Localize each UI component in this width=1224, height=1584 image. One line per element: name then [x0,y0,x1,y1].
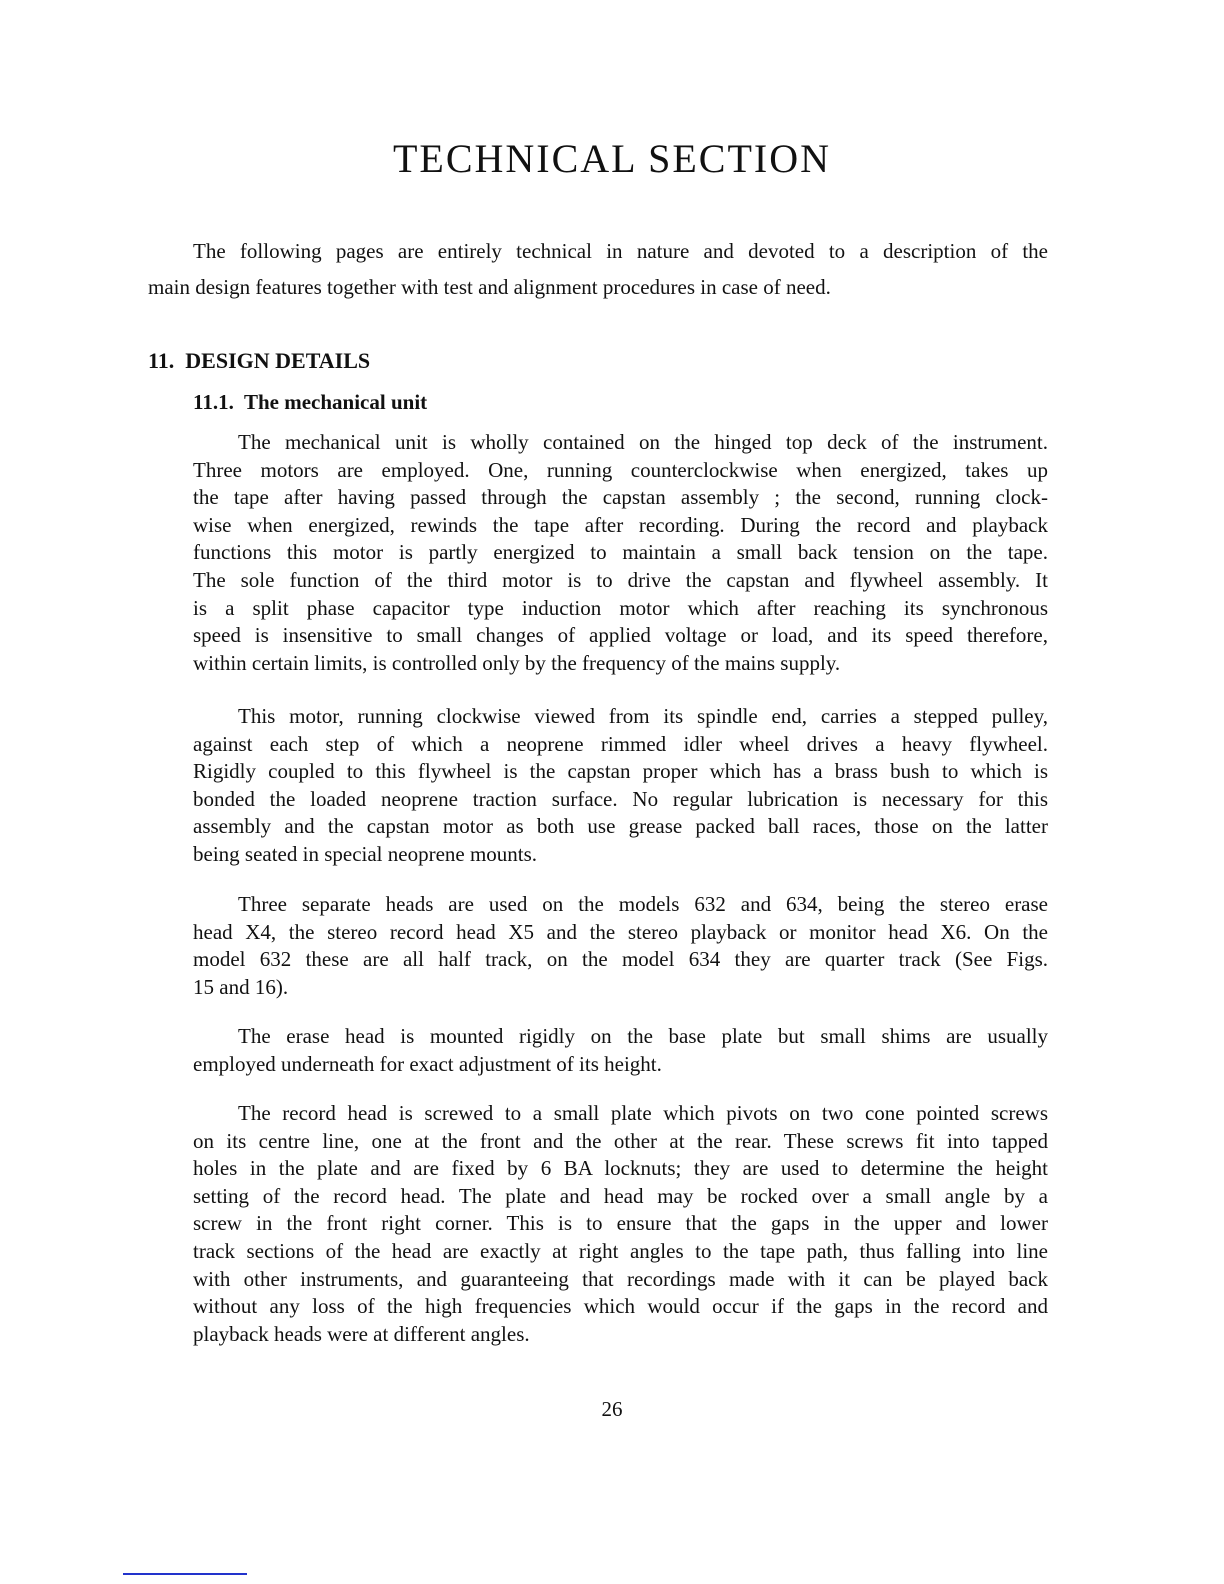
subsection-title: The mechanical unit [243,390,428,414]
section-number: 11. [148,348,175,373]
text-line: head X4, the stereo record head X5 and the stereo playback or monitor head X6. On the [193,919,1048,944]
text-line: against each step of which a neoprene rimmed idler wheel drives a heavy flywheel. [193,731,1048,756]
text-line: Three motors are employed. One, running counterclockwise when energized, takes up [193,457,1048,482]
text-line: being seated in special neoprene mounts. [193,841,538,866]
footnote-rule [123,1573,247,1575]
text-line: assembly and the capstan motor as both use grease packed ball races, those on the latter [193,814,1048,839]
text-line: The sole function of the third motor is to drive the capstan and flywheel assembly. It [193,567,1048,592]
page-number: 26 [601,1397,623,1421]
subsection-heading [193,390,427,415]
text-line: functions this motor is partly energized to maintain a small back tension on the tape. [193,540,1048,565]
text-line: The record head is screwed to a small plate which pivots on two cone pointed screws [238,1101,1048,1125]
text-line: without any loss of the high frequencies which would occur if the gaps in the record and [193,1294,1048,1319]
text-line: employed underneath for exact adjustment of its height. [193,1051,662,1076]
text-line: bonded the loaded neoprene traction surface. No regular lubrication is necessary for this [193,786,1048,811]
body-paragraph [193,891,1048,1001]
text-line: the tape after having passed through the capstan assembly ; the second, running clock- [193,485,1048,510]
text-line: The following pages are entirely technical in nature and devoted to a description of the [193,239,1048,263]
text-line: on its centre line, one at the front and the other at the rear. These screws fit into tapped [193,1128,1048,1153]
text-line: main design features together with test and alignment procedures in case of need. [148,275,831,299]
body-paragraph [193,703,1048,869]
page-title: TECHNICAL SECTION [392,136,832,181]
body-paragraph [193,1023,1048,1078]
text-line: 15 and 16). [193,974,289,999]
text-line: within certain limits, is controlled only by the frequency of the mains supply. [193,650,841,675]
text-line: with other instruments, and guaranteeing that recordings made with it can be played back [193,1266,1048,1291]
section-title: DESIGN DETAILS [185,348,371,373]
text-line: Three separate heads are used on the models 632 and 634, being the stereo erase [238,892,1048,916]
section-heading [148,348,370,374]
body-paragraph [193,429,1048,677]
text-line: wise when energized, rewinds the tape after recording. During the record and playback [193,512,1048,537]
text-line: model 632 these are all half track, on the model 634 they are quarter track (See Figs. [193,947,1048,972]
subsection-number: 11.1. [193,390,234,414]
body-paragraph [193,1100,1048,1348]
text-line: The erase head is mounted rigidly on the base plate but small shims are usually [238,1024,1048,1048]
text-line: This motor, running clockwise viewed from its spindle end, carries a stepped pulley, [238,704,1048,728]
text-line: is a split phase capacitor type induction motor which after reaching its synchronous [193,595,1048,620]
text-line: holes in the plate and are fixed by 6 BA locknuts; they are used to determine the height [193,1156,1048,1181]
text-line: screw in the front right corner. This is to ensure that the gaps in the upper and lower [193,1211,1048,1236]
text-line: Rigidly coupled to this flywheel is the capstan proper which has a brass bush to which is [193,759,1048,784]
text-line: track sections of the head are exactly at right angles to the tape path, thus falling into line [193,1238,1048,1263]
text-line: playback heads were at different angles. [193,1321,530,1346]
text-line: setting of the record head. The plate and head may be rocked over a small angle by a [193,1183,1048,1208]
text-line: speed is insensitive to small changes of applied voltage or load, and its speed therefore, [193,623,1048,648]
text-line: The mechanical unit is wholly contained on the hinged top deck of the instrument. [238,430,1048,454]
intro-paragraph [148,233,1048,305]
